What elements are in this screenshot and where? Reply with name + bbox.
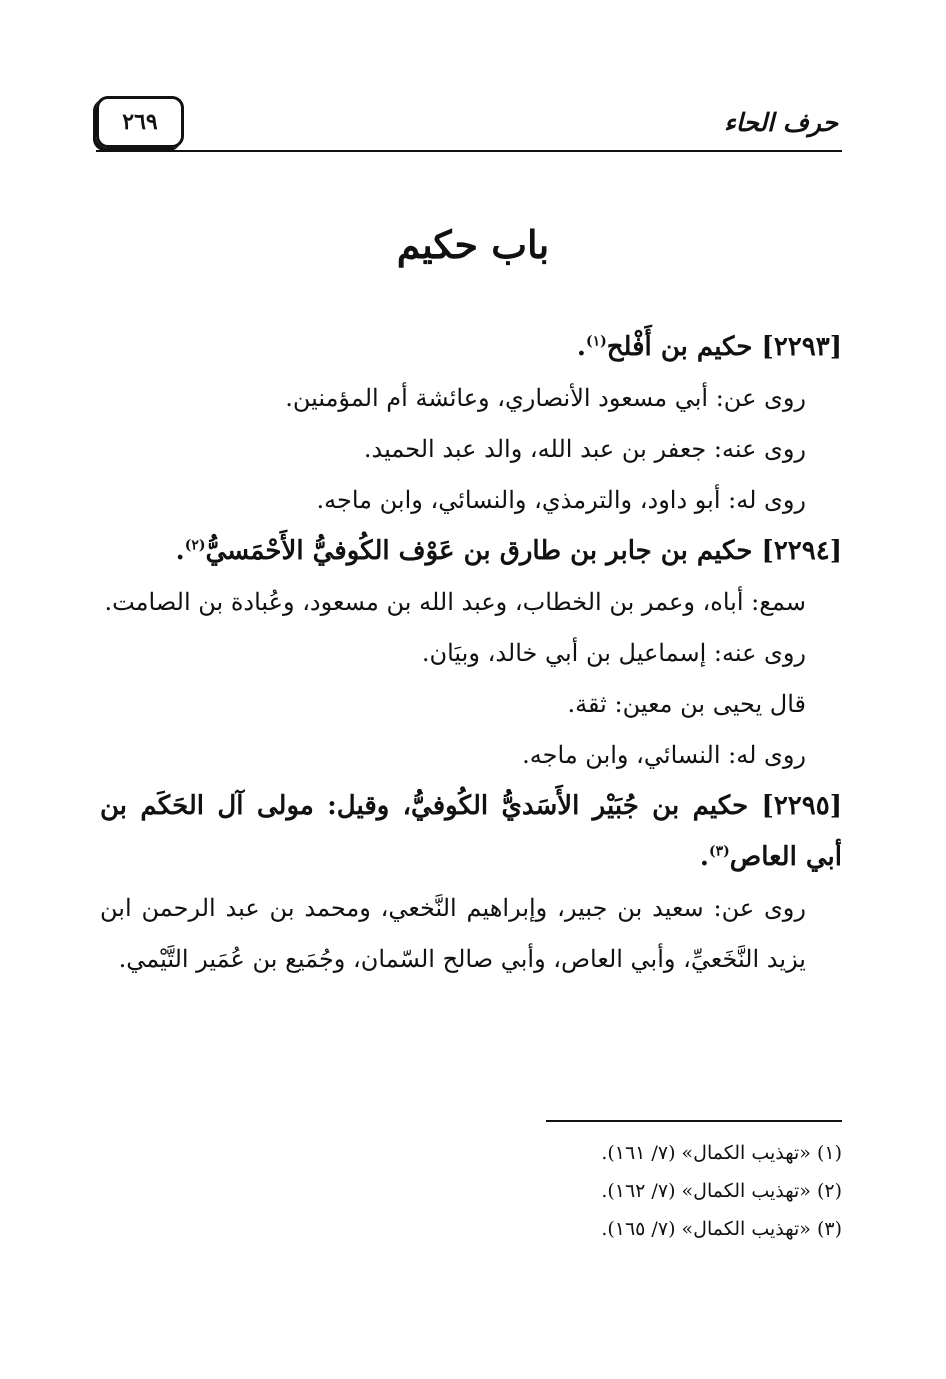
section-title: باب حكيم: [396, 222, 550, 267]
entry-line: قال يحيى بن معين: ثقة.: [567, 690, 806, 718]
entry-paragraph: روى عن: سعيد بن جبير، وإبراهيم النَّخعي، ومحمد بن عبد الرحمن ابن يزيد النَّخَعيِّ، وأبي العاص، وأبي صالح السّمان، وجُمَيع بن عُمَير التَّيْمي.: [100, 894, 806, 973]
footnote-ref: (٢): [184, 537, 206, 554]
entry-line: روى عنه: إسماعيل بن أبي خالد، وبيَان.: [421, 639, 806, 667]
entry-heading-text: [٢٢٩٣] حكيم بن أَفْلح: [606, 332, 842, 362]
entry-line: روى عن: أبي مسعود الأنصاري، وعائشة أم المؤمنين.: [285, 384, 806, 412]
entry-heading-text: [٢٢٩٤] حكيم بن جابر بن طارق بن عَوْف الكُوفيُّ الأَحْمَسيُّ: [205, 536, 842, 566]
entry-heading: [100, 322, 842, 373]
entry-heading: [100, 781, 842, 883]
heading-period: .: [175, 536, 185, 566]
entry-heading-text: [٢٢٩٥] حكيم بن جُبَيْر الأَسَديُّ الكُوفيُّ، وقيل: مولى آل الحَكَم بن أبي العاص: [100, 791, 842, 872]
footnote-ref: (١): [585, 333, 607, 350]
footnote: (١) «تهذيب الكمال» (٧/ ١٦١).: [601, 1142, 842, 1164]
entry-line: روى عنه: جعفر بن عبد الله، والد عبد الحميد.: [363, 435, 806, 463]
footnote-rule: [546, 1120, 842, 1122]
entry-paragraph: سمع: أباه، وعمر بن الخطاب، وعبد الله بن مسعود، وعُبادة بن الصامت.: [104, 588, 806, 616]
entry-heading: [100, 526, 842, 577]
footnote-ref: (٣): [708, 843, 730, 860]
running-head: حرف الحاء: [724, 108, 838, 137]
main-text: [100, 322, 842, 985]
heading-period: .: [576, 332, 586, 362]
page-number: ٢٦٩: [96, 96, 184, 148]
footnote: (٢) «تهذيب الكمال» (٧/ ١٦٢).: [601, 1180, 842, 1202]
heading-period: .: [699, 842, 709, 872]
header-rule: [96, 150, 842, 152]
entry-line: روى له: النسائي، وابن ماجه.: [522, 741, 806, 769]
footnotes: [342, 1134, 842, 1248]
entry-line: روى له: أبو داود، والترمذي، والنسائي، وابن ماجه.: [316, 486, 806, 514]
footnote: (٣) «تهذيب الكمال» (٧/ ١٦٥).: [601, 1218, 842, 1240]
